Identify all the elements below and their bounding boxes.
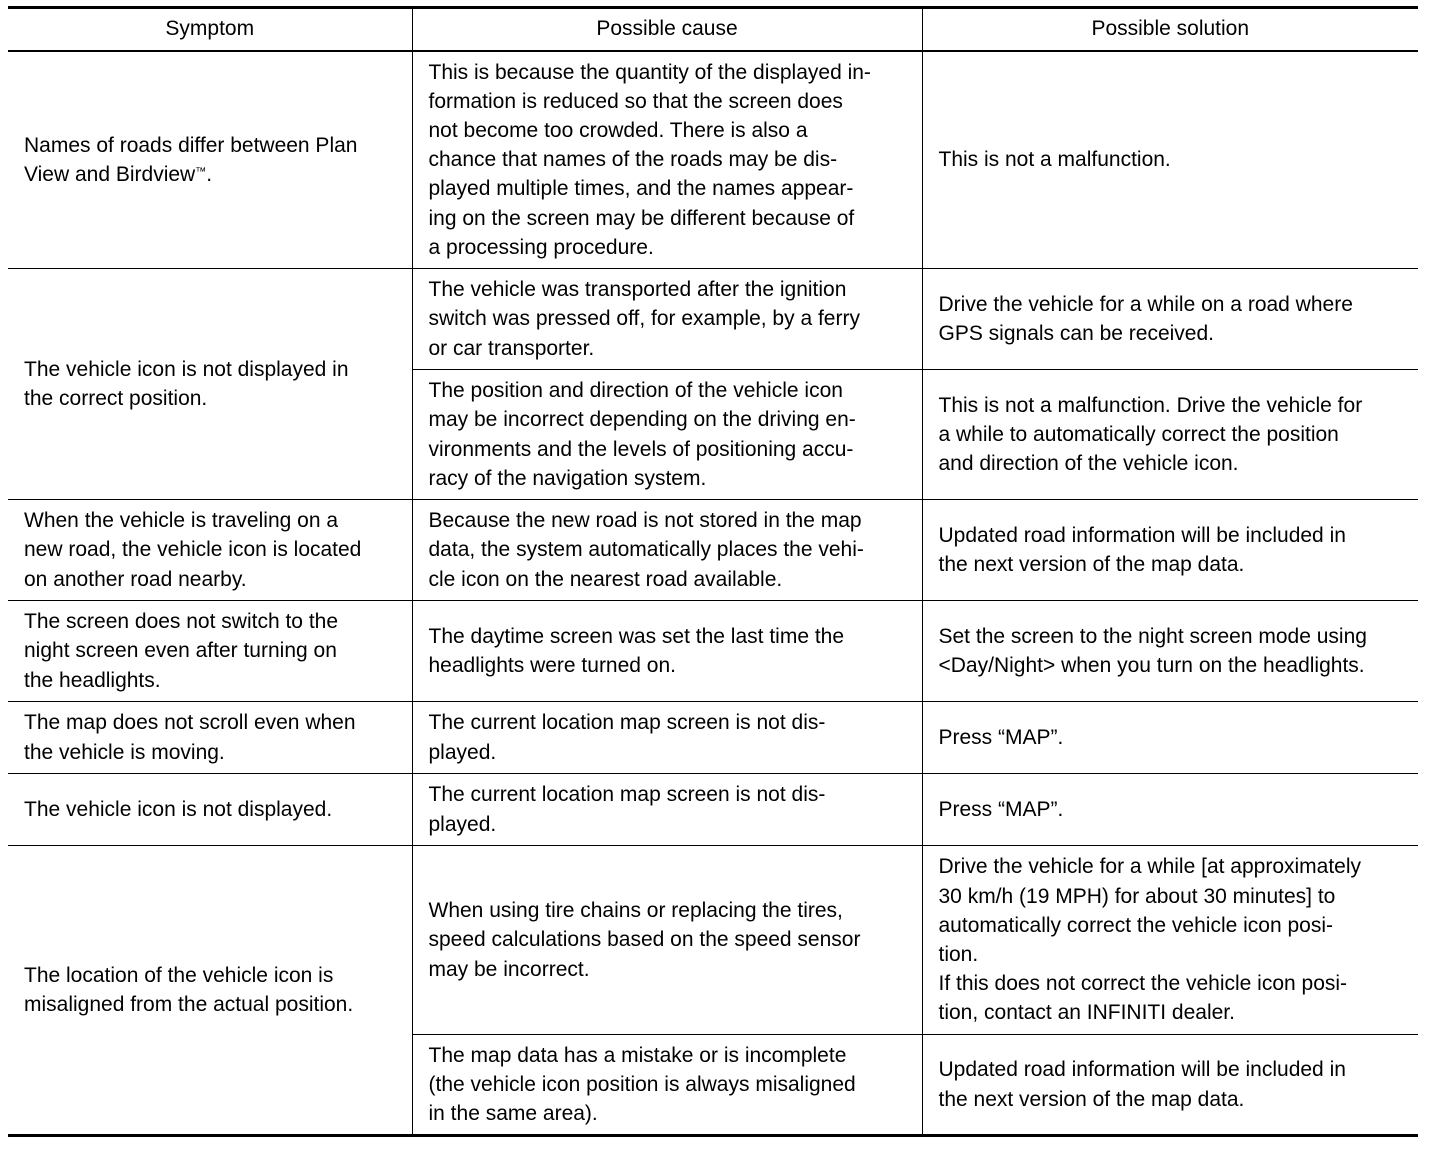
solution-cell: Updated road information will be included in the next version of the map data. <box>922 500 1418 601</box>
troubleshooting-table <box>8 6 1418 1137</box>
cause-cell: The map data has a mistake or is incomplete (the vehicle icon position is always misaligned in the same area). <box>412 1035 922 1136</box>
symptom-cell <box>8 51 412 269</box>
cause-cell: The daytime screen was set the last time the headlights were turned on. <box>412 601 922 702</box>
cause-cell: The current location map screen is not dis- played. <box>412 774 922 846</box>
solution-cell: This is not a malfunction. <box>922 51 1418 269</box>
table-row <box>8 702 1418 774</box>
symptom-cell: The map does not scroll even when the vehicle is moving. <box>24 711 356 764</box>
cause-cell: The vehicle was transported after the ignition switch was pressed off, for example, by a ferry or car transporter. <box>412 269 922 370</box>
header-possible-solution: Possible solution <box>922 8 1418 51</box>
solution-cell: Press “MAP”. <box>922 774 1418 846</box>
table-row <box>8 51 1418 269</box>
table-row <box>8 846 1418 1035</box>
symptom-cell: The location of the vehicle icon is misaligned from the actual position. <box>24 963 354 1016</box>
table-row <box>8 601 1418 702</box>
table-row <box>8 774 1418 846</box>
trademark-symbol: ™ <box>195 165 207 178</box>
solution-cell: Drive the vehicle for a while [at approximately 30 km/h (19 MPH) for about 30 minutes] to automatically correct the vehicle icon posi- tion. If this does not correct the vehicle icon posi- tion, contact an INFINITI dealer. <box>922 846 1418 1035</box>
solution-cell: This is not a malfunction. Drive the vehicle for a while to automatically correct the position and direction of the vehicle icon. <box>922 370 1418 500</box>
symptom-cell: When the vehicle is traveling on a new road, the vehicle icon is located on another road nearby. <box>24 509 362 591</box>
header-symptom: Symptom <box>8 8 412 51</box>
table-row <box>8 269 1418 370</box>
solution-cell: Updated road information will be included in the next version of the map data. <box>922 1035 1418 1136</box>
symptom-cell: The vehicle icon is not displayed in the correct position. <box>24 357 349 410</box>
cause-cell: The position and direction of the vehicle icon may be incorrect depending on the driving en- vironments and the levels of positioning accu- racy of the navigation system. <box>412 370 922 500</box>
cause-cell: Because the new road is not stored in the map data, the system automatically places the vehi- cle icon on the nearest road available. <box>412 500 922 601</box>
table-header-row <box>8 8 1418 51</box>
cause-cell: The current location map screen is not dis- played. <box>412 702 922 774</box>
solution-cell: Drive the vehicle for a while on a road where GPS signals can be received. <box>922 269 1418 370</box>
solution-cell: Press “MAP”. <box>922 702 1418 774</box>
symptom-cell: The screen does not switch to the night screen even after turning on the headlights. <box>24 610 339 692</box>
cause-cell: When using tire chains or replacing the tires, speed calculations based on the speed sensor may be incorrect. <box>412 846 922 1035</box>
symptom-cell: The vehicle icon is not displayed. <box>24 797 333 821</box>
symptom-text: Names of roads differ between Plan View and Birdview <box>24 133 358 186</box>
cause-cell: This is because the quantity of the displayed in- formation is reduced so that the screen does not become too crowded. There is also a chance that names of the roads may be dis- played multiple times, and the names appear- ing on the screen may be different because of a processing procedure. <box>412 51 922 269</box>
header-possible-cause: Possible cause <box>412 8 922 51</box>
solution-cell: Set the screen to the night screen mode using <Day/Night> when you turn on the headlights. <box>922 601 1418 702</box>
symptom-text-end: . <box>206 162 213 186</box>
table-row <box>8 500 1418 601</box>
